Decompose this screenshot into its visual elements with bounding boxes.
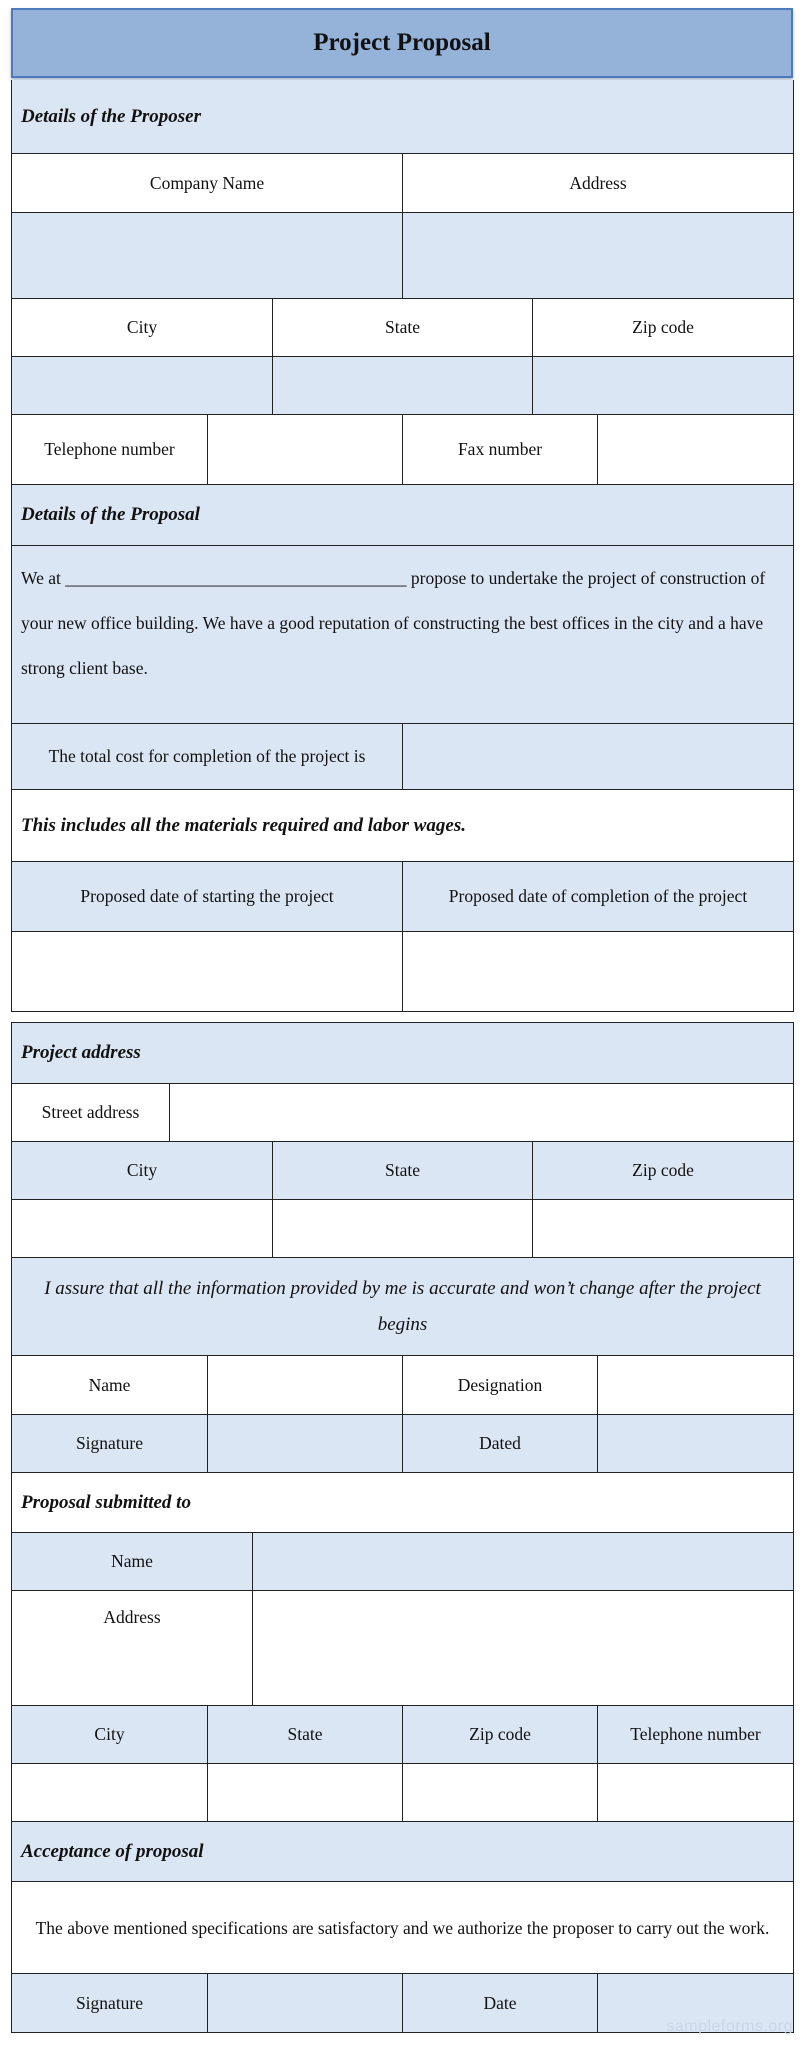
- zip-code-field[interactable]: [532, 357, 793, 414]
- name-designation-row: [12, 1356, 793, 1415]
- acceptance-heading-row: [12, 1822, 793, 1882]
- submitted-state-field[interactable]: [207, 1764, 402, 1821]
- project-city-inputs-row: [12, 1200, 793, 1258]
- dated-field[interactable]: [597, 1415, 793, 1472]
- dated-label: Dated: [402, 1415, 597, 1472]
- total-cost-field[interactable]: [402, 724, 793, 789]
- completion-date-field[interactable]: [402, 932, 793, 1011]
- proposer-labels-row: [12, 154, 793, 213]
- start-date-label: Proposed date of starting the project: [12, 862, 402, 931]
- submitted-to-heading: Proposal submitted to: [12, 1473, 793, 1532]
- company-name-field[interactable]: [12, 213, 402, 298]
- project-state-label: State: [272, 1142, 532, 1199]
- submitted-to-heading-row: [12, 1473, 793, 1533]
- fax-label: Fax number: [402, 415, 597, 484]
- project-address-heading: Project address: [12, 1023, 793, 1083]
- zip-code-label: Zip code: [532, 299, 793, 356]
- signature-dated-row: [12, 1415, 793, 1473]
- proposal-heading-row: [12, 485, 793, 546]
- project-city-label: City: [12, 1142, 272, 1199]
- submitted-city-labels-row: [12, 1706, 793, 1764]
- proposer-city-labels-row: [12, 299, 793, 357]
- fax-field[interactable]: [597, 415, 793, 484]
- street-address-row: [12, 1084, 793, 1142]
- form-title: Project Proposal: [11, 8, 793, 78]
- telephone-label: Telephone number: [12, 415, 207, 484]
- designation-field[interactable]: [597, 1356, 793, 1414]
- acceptance-statement-row: [12, 1882, 793, 1974]
- contact-row: [12, 415, 793, 485]
- proposer-section-heading: Details of the Proposer: [12, 80, 793, 153]
- includes-note-row: [12, 790, 793, 862]
- project-zip-label: Zip code: [532, 1142, 793, 1199]
- acceptance-signature-field[interactable]: [207, 1974, 402, 2032]
- state-field[interactable]: [272, 357, 532, 414]
- dates-labels-row: [12, 862, 793, 932]
- assurance-row: [12, 1258, 793, 1356]
- dates-inputs-row: [12, 932, 793, 1011]
- submitted-name-label: Name: [12, 1533, 252, 1590]
- address-label: Address: [402, 154, 793, 212]
- project-city-labels-row: [12, 1142, 793, 1200]
- city-label: City: [12, 299, 272, 356]
- completion-date-label: Proposed date of completion of the project: [402, 862, 793, 931]
- total-cost-label: The total cost for completion of the project is: [12, 724, 402, 789]
- proposal-form-part-1: [11, 80, 794, 1012]
- project-zip-field[interactable]: [532, 1200, 793, 1257]
- submitted-city-field[interactable]: [12, 1764, 207, 1821]
- address-field[interactable]: [402, 213, 793, 298]
- proposal-section-heading: Details of the Proposal: [12, 485, 793, 545]
- designation-label: Designation: [402, 1356, 597, 1414]
- signature-field[interactable]: [207, 1415, 402, 1472]
- city-field[interactable]: [12, 357, 272, 414]
- project-state-field[interactable]: [272, 1200, 532, 1257]
- submitted-city-label: City: [12, 1706, 207, 1763]
- submitted-state-label: State: [207, 1706, 402, 1763]
- submitted-telephone-label: Telephone number: [597, 1706, 793, 1763]
- acceptance-date-label: Date: [402, 1974, 597, 2032]
- total-cost-row: [12, 724, 793, 790]
- street-address-label: Street address: [12, 1084, 169, 1141]
- submitted-address-label: Address: [12, 1591, 252, 1705]
- start-date-field[interactable]: [12, 932, 402, 1011]
- submitted-zip-label: Zip code: [402, 1706, 597, 1763]
- submitted-address-row: [12, 1591, 793, 1706]
- watermark: sampleforms.org: [666, 2018, 793, 2035]
- acceptance-statement: The above mentioned specifications are satisfactory and we authorize the proposer to carry out the work.: [12, 1882, 793, 1973]
- project-address-heading-row: [12, 1023, 793, 1084]
- proposer-inputs-row: [12, 213, 793, 299]
- telephone-field[interactable]: [207, 415, 402, 484]
- project-city-field[interactable]: [12, 1200, 272, 1257]
- proposer-heading-row: [12, 80, 793, 154]
- proposal-paragraph-row: [12, 546, 793, 724]
- submitted-name-row: [12, 1533, 793, 1591]
- includes-note: This includes all the materials required and labor wages.: [12, 790, 793, 861]
- submitted-telephone-field[interactable]: [597, 1764, 793, 1821]
- state-label: State: [272, 299, 532, 356]
- signature-label: Signature: [12, 1415, 207, 1472]
- submitted-address-field[interactable]: [252, 1591, 793, 1705]
- submitted-name-field[interactable]: [252, 1533, 793, 1590]
- submitted-zip-field[interactable]: [402, 1764, 597, 1821]
- name-label: Name: [12, 1356, 207, 1414]
- proposal-paragraph: We at _______________________________________ propose to undertake the project of construction of your new office building. We have a good reputation of constructing the best offices in the city and a have strong client base.: [12, 546, 793, 723]
- acceptance-signature-label: Signature: [12, 1974, 207, 2032]
- assurance-statement: I assure that all the information provided by me is accurate and won’t change after the project begins: [12, 1258, 793, 1355]
- submitted-city-inputs-row: [12, 1764, 793, 1822]
- acceptance-heading: Acceptance of proposal: [12, 1822, 793, 1881]
- proposal-form-part-2: [11, 1022, 794, 2033]
- company-name-label: Company Name: [12, 154, 402, 212]
- street-address-field[interactable]: [169, 1084, 793, 1141]
- proposer-city-inputs-row: [12, 357, 793, 415]
- name-field[interactable]: [207, 1356, 402, 1414]
